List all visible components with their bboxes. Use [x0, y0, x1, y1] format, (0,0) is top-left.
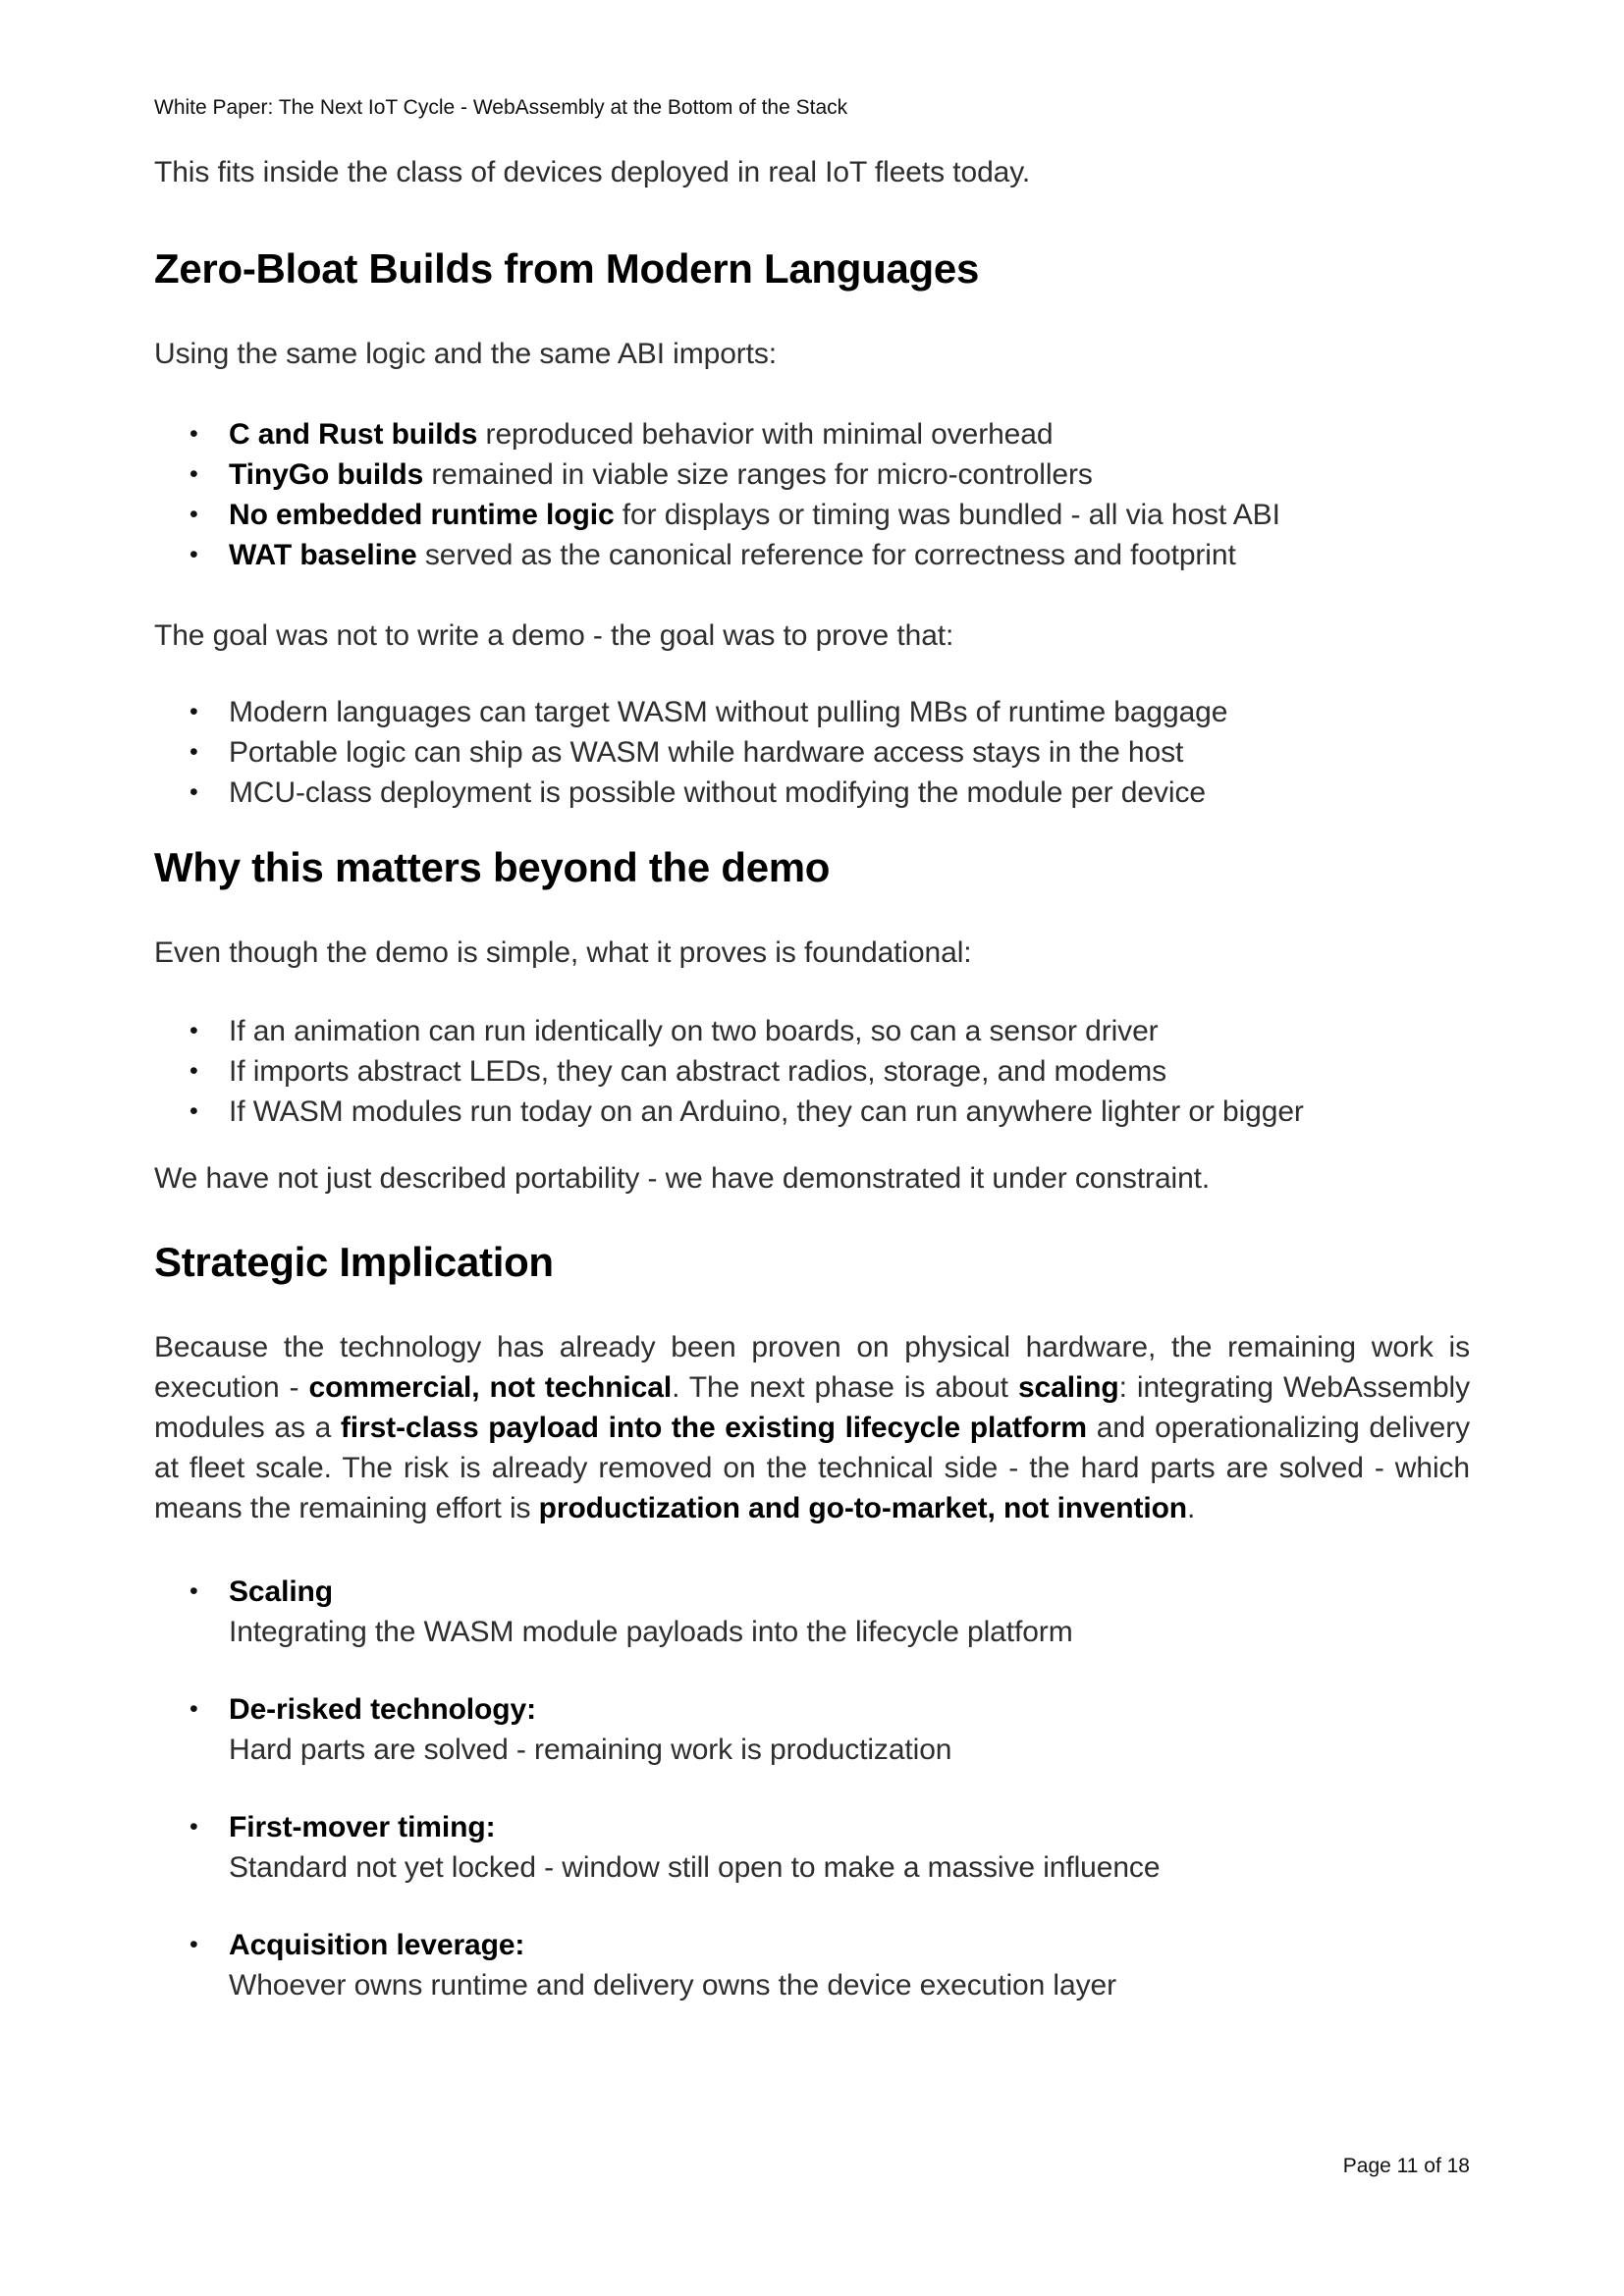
list-item — [154, 1011, 1470, 1051]
heading-strategic-implication: Strategic Implication — [154, 1239, 554, 1285]
strategic-paragraph — [154, 1327, 1470, 1528]
bullet-icon: • — [189, 1097, 198, 1125]
bullet-icon: • — [189, 698, 198, 725]
paragraph-segment: : integrating WebAssembly modules as a — [154, 1371, 1471, 1444]
list-item-text: If imports abstract LEDs, they can abstract radios, storage, and modems — [229, 1055, 1166, 1088]
list-item — [154, 454, 1470, 495]
point-description: Hard parts are solved - remaining work is productization — [229, 1734, 952, 1766]
point-title: Scaling — [229, 1575, 333, 1608]
intro-paragraph: This fits inside the class of devices deployed in real IoT fleets today. — [154, 156, 1031, 188]
goals-bullet-list — [154, 692, 1470, 813]
bullet-icon: • — [189, 1813, 198, 1841]
bullet-icon: • — [189, 1017, 198, 1044]
list-item-text: for displays or timing was bundled - all via host ABI — [614, 499, 1280, 531]
heading-why-matters: Why this matters beyond the demo — [154, 844, 831, 890]
list-item — [154, 1689, 1470, 1770]
bullet-icon: • — [189, 778, 198, 806]
list-item-bold: WAT baseline — [229, 539, 417, 571]
bullet-icon: • — [189, 501, 198, 528]
bullet-icon: • — [189, 420, 198, 448]
point-title: Acquisition leverage: — [229, 1929, 525, 1961]
heading-zero-bloat: Zero-Bloat Builds from Modern Languages — [154, 245, 980, 292]
list-item — [154, 692, 1470, 732]
goal-lead-paragraph: The goal was not to write a demo - the goal was to prove that: — [154, 619, 954, 652]
list-item — [154, 773, 1470, 813]
list-item-text: MCU-class deployment is possible without modifying the module per device — [229, 776, 1206, 809]
constraint-paragraph: We have not just described portability - we have demonstrated it under constraint. — [154, 1162, 1211, 1195]
paragraph-segment-bold: commercial, not technical — [308, 1371, 673, 1404]
list-item — [154, 495, 1470, 535]
paragraph-segment: . — [1187, 1492, 1196, 1524]
list-item-bold: TinyGo builds — [229, 458, 424, 491]
list-item — [154, 535, 1470, 575]
why-bullet-list — [154, 1011, 1470, 1132]
list-item — [154, 1051, 1470, 1092]
paragraph-segment-bold: productization and go-to-market, not invention — [538, 1492, 1188, 1524]
strategic-points-list — [154, 1572, 1470, 2005]
point-description: Whoever owns runtime and delivery owns the device execution layer — [229, 1969, 1116, 2002]
point-title: De-risked technology: — [229, 1693, 536, 1726]
page-number: Page 11 of 18 — [1342, 2155, 1470, 2177]
list-item-bold: No embedded runtime logic — [229, 499, 615, 531]
list-item — [154, 1092, 1470, 1132]
list-item-text: reproduced behavior with minimal overhead — [477, 418, 1054, 451]
list-item-text: served as the canonical reference for correctness and footprint — [416, 539, 1236, 571]
bullet-icon: • — [189, 738, 198, 766]
list-item-text: If WASM modules run today on an Arduino, they can run anywhere lighter or bigger — [229, 1095, 1304, 1128]
builds-bullet-list — [154, 414, 1470, 575]
bullet-icon: • — [189, 460, 198, 488]
abi-lead-paragraph: Using the same logic and the same ABI imports: — [154, 338, 778, 370]
point-description: Integrating the WASM module payloads into the lifecycle platform — [229, 1616, 1073, 1648]
list-item-text: If an animation can run identically on two boards, so can a sensor driver — [229, 1015, 1159, 1047]
why-lead-paragraph: Even though the demo is simple, what it proves is foundational: — [154, 936, 972, 969]
point-description: Standard not yet locked - window still open to make a massive influence — [229, 1851, 1161, 1884]
paragraph-segment-bold: first-class payload into the existing lifecycle platform — [340, 1412, 1087, 1444]
list-item-bold: C and Rust builds — [229, 418, 478, 451]
list-item-text: remained in viable size ranges for micro-controllers — [423, 458, 1093, 491]
list-item — [154, 732, 1470, 773]
paragraph-segment: and operationalizing delivery at fleet scale. The risk is already removed on the technical side - the hard parts are solved - which means the remaining effort is — [154, 1412, 1470, 1524]
document-header: White Paper: The Next IoT Cycle - WebAssembly at the Bottom of the Stack — [154, 96, 848, 119]
list-item-text: Portable logic can ship as WASM while hardware access stays in the host — [229, 736, 1184, 769]
list-item-text: Modern languages can target WASM without pulling MBs of runtime baggage — [229, 696, 1228, 728]
paragraph-segment: Because the technology has already been proven on physical hardware, the remaining work is execution - — [154, 1331, 1470, 1404]
list-item — [154, 1925, 1470, 2005]
point-title: First-mover timing: — [229, 1811, 496, 1843]
list-item — [154, 414, 1470, 454]
bullet-icon: • — [189, 1931, 198, 1958]
paragraph-segment: . The next phase is about — [672, 1371, 1018, 1404]
bullet-icon: • — [189, 1057, 198, 1085]
bullet-icon: • — [189, 1695, 198, 1723]
list-item — [154, 1572, 1470, 1652]
list-item — [154, 1807, 1470, 1888]
bullet-icon: • — [189, 541, 198, 568]
paragraph-segment-bold: scaling — [1017, 1371, 1119, 1404]
bullet-icon: • — [189, 1577, 198, 1605]
